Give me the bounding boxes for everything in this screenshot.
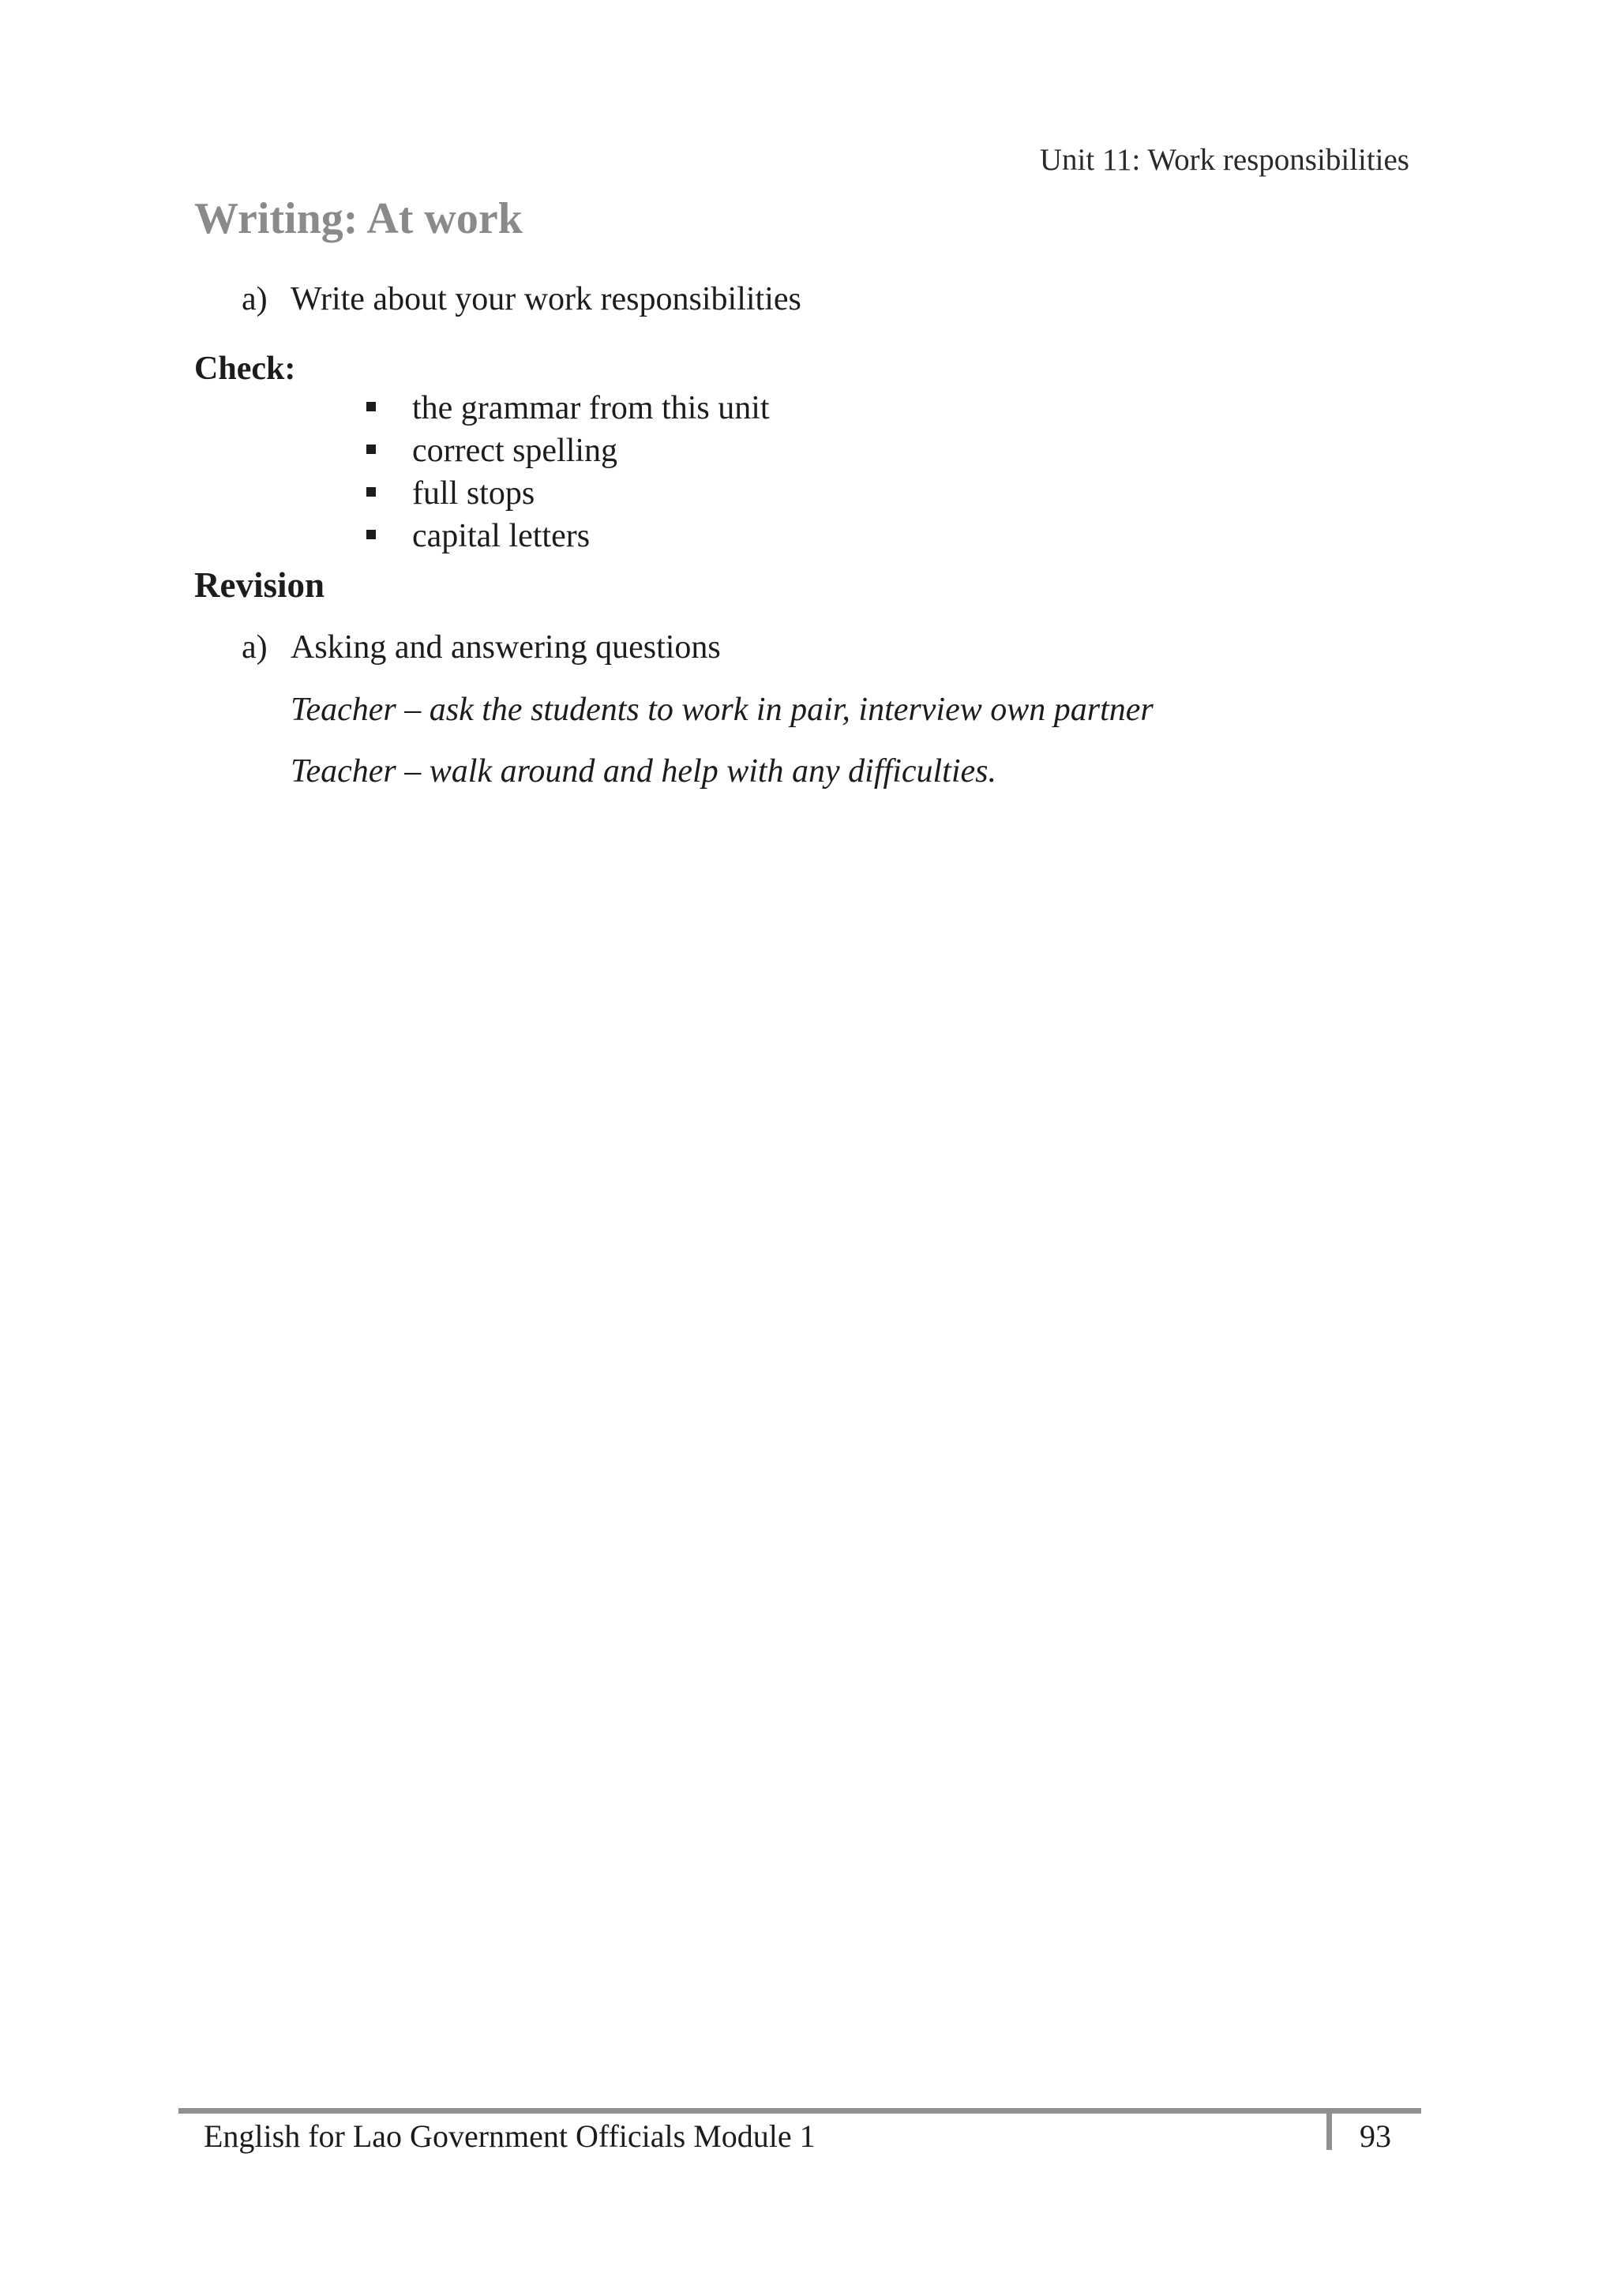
list-item-text: capital letters	[412, 518, 591, 554]
task-marker: a)	[242, 281, 268, 317]
list-item	[365, 430, 770, 472]
writing-task	[242, 280, 801, 318]
footer-rule	[178, 2108, 1421, 2114]
footer-divider	[1326, 2112, 1332, 2150]
task-text: Asking and answering questions	[291, 629, 721, 666]
list-item-text: full stops	[412, 475, 535, 512]
page-number: 93	[1360, 2118, 1391, 2154]
square-bullet-icon	[366, 402, 376, 411]
check-list	[365, 387, 770, 557]
list-item	[365, 472, 770, 515]
list-item-text: correct spelling	[412, 433, 618, 469]
task-text: Write about your work responsibilities	[291, 281, 801, 317]
running-head: Unit 11: Work responsibilities	[1039, 143, 1409, 177]
list-item-text: the grammar from this unit	[412, 390, 770, 426]
square-bullet-icon	[366, 530, 376, 539]
square-bullet-icon	[366, 445, 376, 454]
check-heading: Check:	[194, 351, 296, 387]
list-item	[365, 515, 770, 557]
footer-book-title: English for Lao Government Officials Module 1	[204, 2118, 816, 2154]
section-title: Writing: At work	[194, 194, 523, 243]
teacher-note: Teacher – ask the students to work in pair, interview own partner	[291, 692, 1154, 728]
task-marker: a)	[242, 629, 268, 666]
list-item	[365, 387, 770, 430]
revision-task	[242, 628, 721, 666]
teacher-note: Teacher – walk around and help with any difficulties.	[291, 753, 996, 790]
square-bullet-icon	[366, 487, 376, 497]
revision-heading: Revision	[194, 565, 325, 605]
